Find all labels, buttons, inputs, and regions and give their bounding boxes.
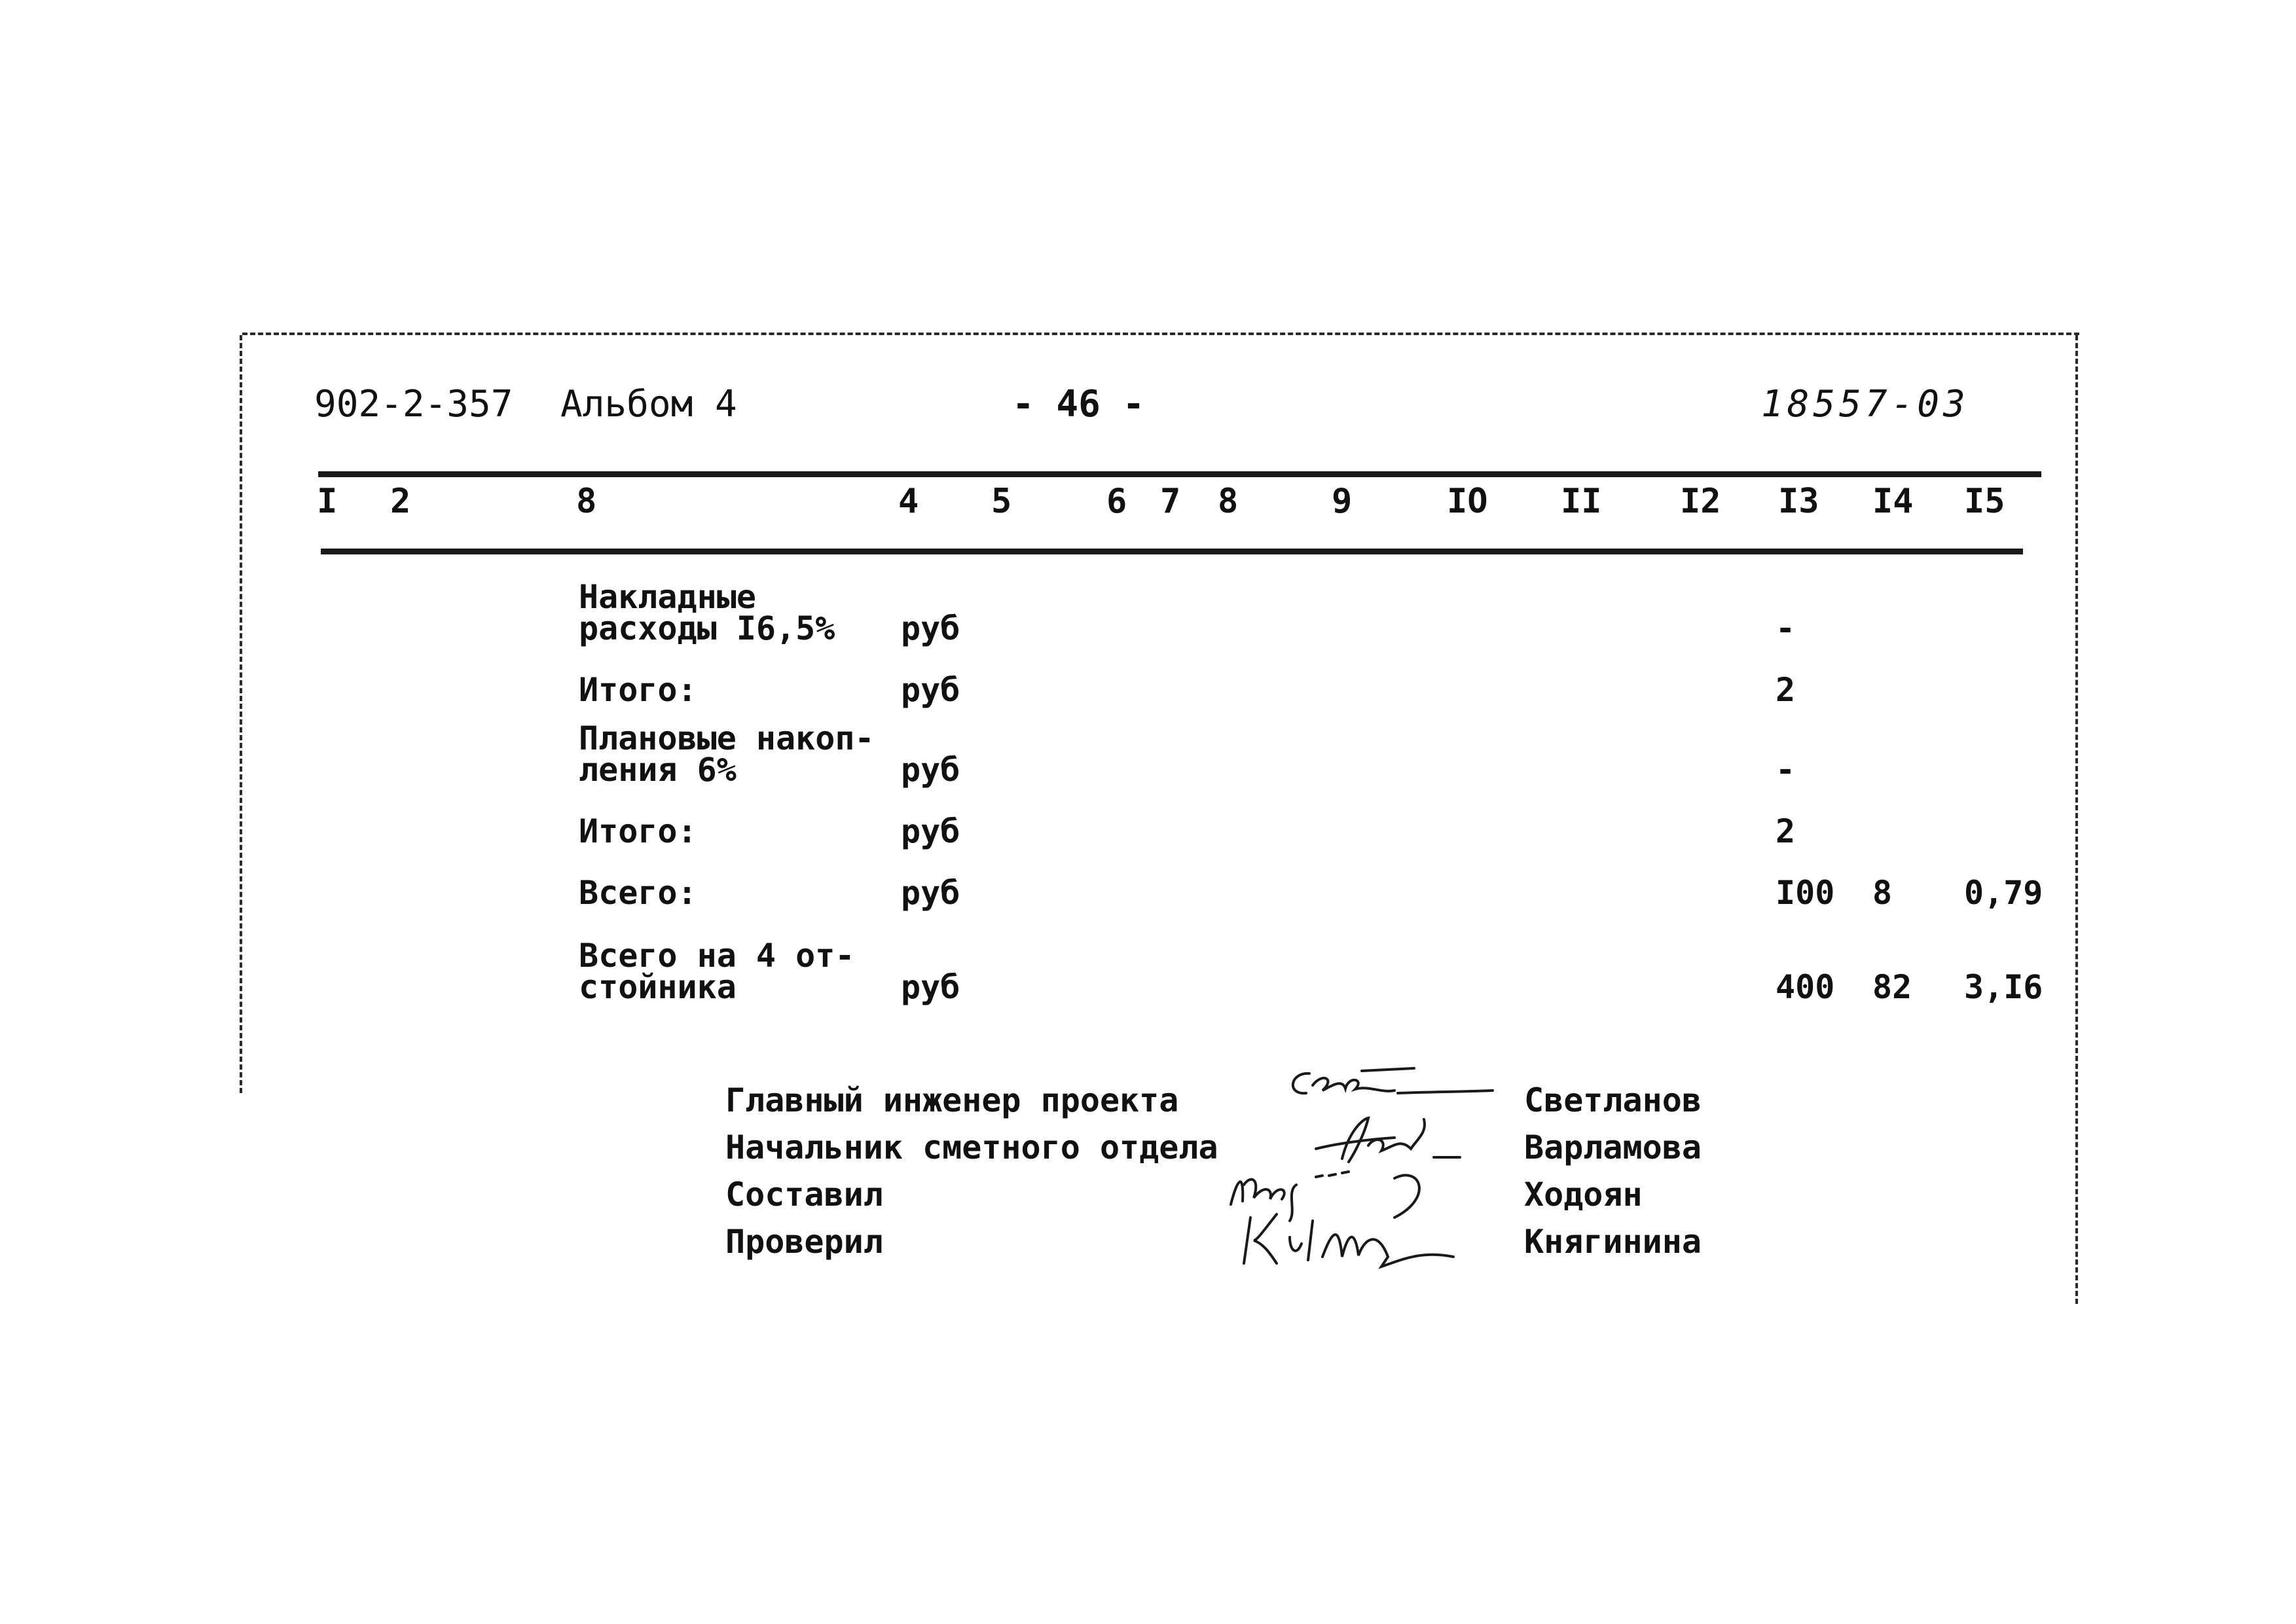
row-name-line1: Плановые накоп- — [579, 719, 875, 757]
row-name-line2: стойника — [579, 968, 737, 1006]
album-label: Альбом 4 — [560, 383, 737, 425]
column-number: 7 — [1160, 482, 1181, 521]
doc-code: 902-2-357 — [314, 383, 513, 425]
handwritten-signature-3 — [1224, 1159, 1473, 1270]
column-number: IO — [1447, 482, 1488, 521]
column-number: 4 — [898, 482, 919, 521]
column-number: 9 — [1332, 482, 1353, 521]
row-col13: 2 — [1776, 671, 1796, 709]
row-unit: руб — [901, 968, 960, 1006]
stamp-number: 18557-03 — [1761, 383, 1969, 425]
row-name-line1: Итого: — [579, 812, 697, 850]
row-col14: 82 — [1872, 968, 1912, 1006]
column-number: II — [1561, 482, 1602, 521]
frame-top-line — [242, 333, 2079, 335]
signature-name: Ходоян — [1524, 1176, 1643, 1214]
column-number: I — [317, 482, 338, 521]
row-unit: руб — [901, 751, 960, 789]
column-number: 6 — [1106, 482, 1127, 521]
column-number: I3 — [1778, 482, 1819, 521]
column-number: 8 — [576, 482, 597, 521]
frame-right-line — [2075, 335, 2078, 1304]
signature-role: Начальник сметного отдела — [725, 1128, 1218, 1166]
row-name-line1: Итого: — [579, 671, 697, 709]
row-col13: - — [1776, 751, 1796, 789]
table-top-rule — [318, 471, 2041, 477]
column-number: I4 — [1872, 482, 1914, 521]
column-number: I2 — [1680, 482, 1721, 521]
row-name-line1: Накладные — [579, 578, 756, 616]
row-unit: руб — [901, 609, 960, 647]
signature-role: Составил — [725, 1176, 883, 1214]
column-number: 5 — [991, 482, 1012, 521]
table-header-rule — [321, 549, 2023, 554]
column-number: 2 — [390, 482, 411, 521]
row-name-line2: ления 6% — [579, 751, 737, 789]
row-col15: 0,79 — [1964, 874, 2043, 912]
row-col13: 400 — [1776, 968, 1835, 1006]
row-col14: 8 — [1872, 874, 1893, 912]
signature-role: Проверил — [725, 1223, 883, 1261]
row-col13: 2 — [1776, 812, 1796, 850]
signature-role: Главный инженер проекта — [725, 1081, 1179, 1119]
handwritten-signature-1 — [1283, 1066, 1499, 1111]
row-col13: I00 — [1776, 874, 1835, 912]
frame-left-line — [240, 335, 242, 1093]
signature-name: Княгинина — [1524, 1223, 1702, 1261]
row-col13: - — [1776, 609, 1796, 647]
row-col15: 3,I6 — [1964, 968, 2043, 1006]
row-name-line1: Всего: — [579, 874, 697, 912]
signature-name: Варламова — [1524, 1128, 1702, 1166]
row-unit: руб — [901, 671, 960, 709]
row-unit: руб — [901, 874, 960, 912]
page-number: - 46 - — [1012, 383, 1145, 425]
row-name-line1: Всего на 4 от- — [579, 937, 855, 975]
signature-name: Светланов — [1524, 1081, 1702, 1119]
column-number: 8 — [1218, 482, 1239, 521]
column-number: I5 — [1964, 482, 2005, 521]
row-unit: руб — [901, 812, 960, 850]
row-name-line2: расходы I6,5% — [579, 609, 835, 647]
